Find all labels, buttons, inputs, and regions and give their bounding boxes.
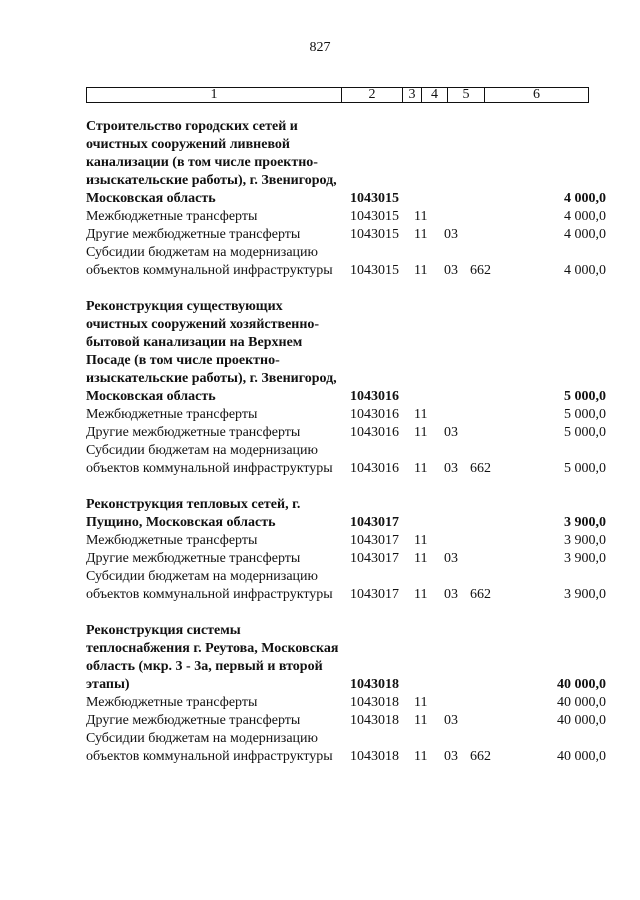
row-subsection: 03 — [444, 749, 458, 764]
row-amount: 3 900,0 — [564, 551, 606, 566]
row-section: 11 — [414, 713, 428, 728]
row-code: 1043016 — [350, 407, 399, 422]
row-code: 1043018 — [350, 695, 399, 710]
row-expense-type: 662 — [470, 749, 491, 764]
row-code: 1043015 — [350, 227, 399, 242]
row-name: Другие межбюджетные трансферты — [86, 713, 301, 728]
row-section: 11 — [414, 425, 428, 440]
section-header-row — [86, 622, 606, 694]
page-number: 827 — [309, 40, 331, 55]
row-code: 1043018 — [350, 713, 399, 728]
table-row — [86, 442, 606, 478]
column-header-6: 6 — [485, 88, 589, 103]
table-row — [86, 532, 606, 550]
row-subsection: 03 — [444, 425, 458, 440]
section-code: 1043018 — [350, 677, 399, 692]
table-row — [86, 208, 606, 226]
row-name: Другие межбюджетные трансферты — [86, 551, 301, 566]
section-header-row — [86, 118, 606, 208]
column-header-1: 1 — [87, 88, 342, 103]
budget-rows — [86, 118, 606, 776]
row-amount: 5 000,0 — [564, 407, 606, 422]
section-code: 1043015 — [350, 191, 399, 206]
row-amount: 40 000,0 — [557, 695, 606, 710]
row-code: 1043015 — [350, 263, 399, 278]
row-section: 11 — [414, 407, 428, 422]
row-amount: 40 000,0 — [557, 749, 606, 764]
row-name: Межбюджетные трансферты — [86, 695, 258, 710]
row-section: 11 — [414, 533, 428, 548]
table-row — [86, 694, 606, 712]
section-amount: 4 000,0 — [564, 191, 606, 206]
row-code: 1043018 — [350, 749, 399, 764]
row-code: 1043016 — [350, 461, 399, 476]
row-section: 11 — [414, 209, 428, 224]
row-amount: 5 000,0 — [564, 461, 606, 476]
row-section: 11 — [414, 551, 428, 566]
table-row — [86, 244, 606, 280]
table-row — [86, 226, 606, 244]
row-section: 11 — [414, 227, 428, 242]
row-name: Субсидии бюджетам на модернизацию объектов коммунальной инфраструктуры — [86, 245, 333, 278]
row-amount: 4 000,0 — [564, 227, 606, 242]
row-name: Межбюджетные трансферты — [86, 533, 258, 548]
row-name: Субсидии бюджетам на модернизацию объектов коммунальной инфраструктуры — [86, 569, 333, 602]
table-row — [86, 568, 606, 604]
row-expense-type: 662 — [470, 587, 491, 602]
table-row — [86, 424, 606, 442]
table-row — [86, 406, 606, 424]
row-section: 11 — [414, 587, 428, 602]
row-name: Межбюджетные трансферты — [86, 209, 258, 224]
row-subsection: 03 — [444, 587, 458, 602]
section-amount: 40 000,0 — [557, 677, 606, 692]
row-expense-type: 662 — [470, 461, 491, 476]
row-name: Субсидии бюджетам на модернизацию объектов коммунальной инфраструктуры — [86, 443, 333, 476]
row-amount: 3 900,0 — [564, 533, 606, 548]
row-section: 11 — [414, 461, 428, 476]
section-code: 1043017 — [350, 515, 399, 530]
section-title: Реконструкция системы теплоснабжения г. Реутова, Московская область (мкр. 3 - 3а, первый и второй этапы) — [86, 623, 339, 692]
row-amount: 5 000,0 — [564, 425, 606, 440]
row-amount: 4 000,0 — [564, 263, 606, 278]
column-header-4: 4 — [422, 88, 448, 103]
table-row — [86, 730, 606, 766]
table-row — [86, 550, 606, 568]
row-amount: 40 000,0 — [557, 713, 606, 728]
section-title: Строительство городских сетей и очистных сооружений ливневой канализации (в том числе проектно-изыскательские работы), г. Звенигород, Московская область — [86, 119, 337, 206]
section-title: Реконструкция тепловых сетей, г. Пущино, Московская область — [86, 497, 301, 530]
row-section: 11 — [414, 263, 428, 278]
row-name: Другие межбюджетные трансферты — [86, 425, 301, 440]
budget-section — [86, 622, 606, 766]
column-header-2: 2 — [342, 88, 403, 103]
table-row — [86, 712, 606, 730]
row-name: Межбюджетные трансферты — [86, 407, 258, 422]
row-name: Другие межбюджетные трансферты — [86, 227, 301, 242]
budget-section — [86, 496, 606, 604]
row-subsection: 03 — [444, 713, 458, 728]
column-header-table — [86, 87, 589, 103]
row-subsection: 03 — [444, 461, 458, 476]
row-section: 11 — [414, 695, 428, 710]
budget-section — [86, 298, 606, 478]
row-section: 11 — [414, 749, 428, 764]
section-header-row — [86, 496, 606, 532]
row-subsection: 03 — [444, 551, 458, 566]
section-code: 1043016 — [350, 389, 399, 404]
row-amount: 3 900,0 — [564, 587, 606, 602]
row-amount: 4 000,0 — [564, 209, 606, 224]
section-amount: 5 000,0 — [564, 389, 606, 404]
row-code: 1043017 — [350, 551, 399, 566]
section-header-row — [86, 298, 606, 406]
row-subsection: 03 — [444, 263, 458, 278]
column-header-3: 3 — [403, 88, 422, 103]
budget-section — [86, 118, 606, 280]
row-code: 1043017 — [350, 587, 399, 602]
section-amount: 3 900,0 — [564, 515, 606, 530]
row-expense-type: 662 — [470, 263, 491, 278]
row-code: 1043015 — [350, 209, 399, 224]
row-subsection: 03 — [444, 227, 458, 242]
row-code: 1043016 — [350, 425, 399, 440]
section-title: Реконструкция существующих очистных сооружений хозяйственно-бытовой канализации на Верхнем Посаде (в том числе проектно-изыскательские работы), г. Звенигород, Московская область — [86, 299, 337, 404]
row-name: Субсидии бюджетам на модернизацию объектов коммунальной инфраструктуры — [86, 731, 333, 764]
column-header-5: 5 — [448, 88, 485, 103]
row-code: 1043017 — [350, 533, 399, 548]
